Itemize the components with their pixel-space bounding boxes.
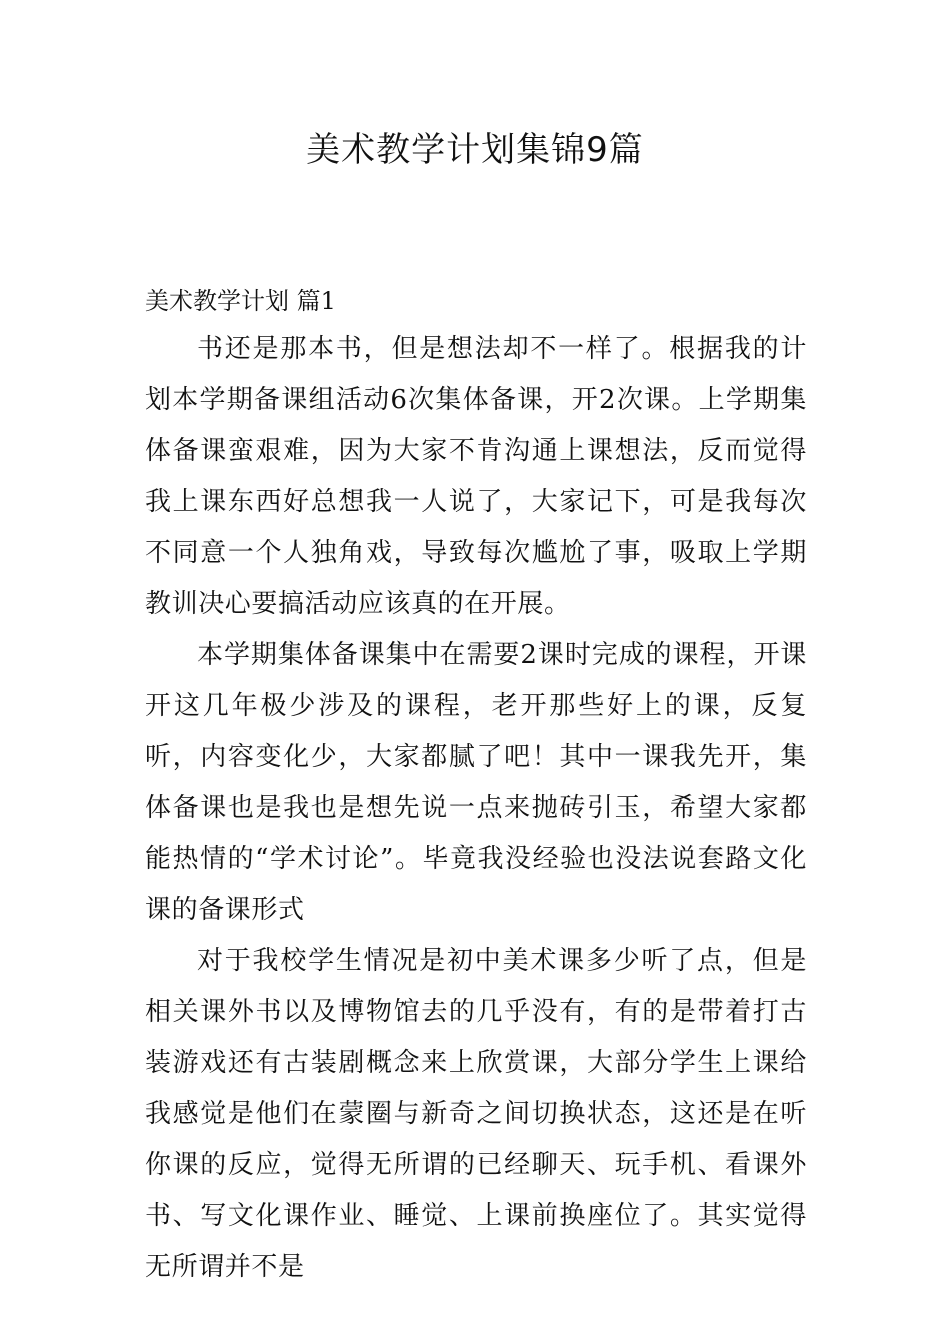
paragraph: 对于我校学生情况是初中美术课多少听了点，但是相关课外书以及博物馆去的几乎没有，有的是带着打古装游戏还有古装剧概念来上欣赏课，大部分学生上课给我感觉是他们在蒙圈与新奇之间切换状态，这还是在听你课的反应，觉得无所谓的已经聊天、玩手机、看课外书、写文化课作业、睡觉、上课前换座位了。其实觉得无所谓并不是 <box>145 946 807 1282</box>
section-heading: 美术教学计划 篇1 <box>145 287 336 315</box>
body-text <box>145 324 807 1293</box>
paragraph: 书还是那本书，但是想法却不一样了。根据我的计划本学期备课组活动6次集体备课，开2次课。上学期集体备课蛮艰难，因为大家不肯沟通上课想法，反而觉得我上课东西好总想我一人说了，大家记下，可是我每次不同意一个人独角戏，导致每次尴尬了事，吸取上学期教训决心要搞活动应该真的在开展。 <box>145 334 807 619</box>
document-title: 美术教学计划集锦9篇 <box>306 130 644 170</box>
paragraph: 本学期集体备课集中在需要2课时完成的课程，开课开这几年极少涉及的课程，老开那些好上的课，反复听，内容变化少，大家都腻了吧！其中一课我先开，集体备课也是我也是想先说一点来抛砖引玉，希望大家都能热情的“学术讨论”。毕竟我没经验也没法说套路文化课的备课形式 <box>145 640 807 925</box>
